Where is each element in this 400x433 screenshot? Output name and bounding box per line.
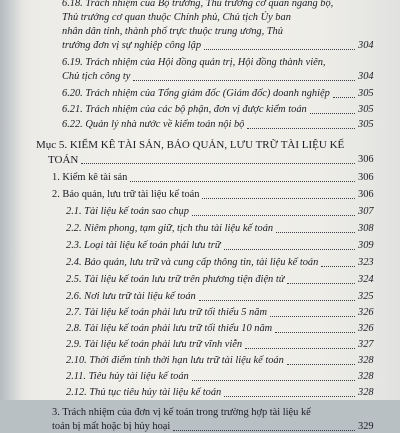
toc-entry-title: 6.22. Quản lý nhà nước về kiểm toán nội bộ (62, 119, 245, 130)
toc-leader-dots (310, 113, 355, 114)
toc-entry-title: 6.21. Trách nhiệm của các bộ phận, đơn vị được kiểm toán (62, 104, 307, 115)
toc-page-number: 328 (358, 371, 374, 382)
toc-page-number: 323 (358, 257, 374, 268)
toc-leader-dots (247, 128, 355, 129)
toc-leader-dots (133, 80, 355, 81)
toc-page-number: 309 (358, 240, 374, 251)
toc-page-number: 306 (358, 154, 374, 165)
toc-entry-title: 2.3. Loại tài liệu kế toán phải lưu trữ (66, 240, 221, 251)
toc-entry-title: Thủ trưởng cơ quan thuộc Chính phủ, Chủ tịch Ủy ban (62, 12, 291, 23)
toc-page-number: 304 (358, 71, 374, 82)
toc-leader-dots (199, 300, 355, 301)
toc-leader-dots (276, 232, 355, 233)
toc-leader-dots (173, 430, 355, 431)
toc-entry-title: TOÁN (48, 154, 79, 166)
toc-entry-title: Mục 5. KIỂM KÊ TÀI SẢN, BẢO QUẢN, LƯU TRỮ TÀI LIỆU KẾ (36, 139, 345, 151)
toc-entry-title: 2.5. Tài liệu kế toán lưu trữ trên phương tiện điện tử (66, 274, 285, 285)
toc-leader-dots (202, 198, 355, 199)
toc-leader-dots (204, 49, 355, 50)
toc-entry-title: 2.8. Tài liệu kế toán phải lưu trữ tối thiểu 10 năm (66, 323, 273, 334)
toc-leader-dots (224, 396, 355, 397)
toc-entry-title: 2.6. Nơi lưu trữ tài liệu kế toán (66, 291, 196, 302)
toc-page-number: 325 (358, 291, 374, 302)
toc-page-number: 326 (358, 307, 374, 318)
toc-leader-dots (270, 316, 355, 317)
toc-entry-title: 2.7. Tài liệu kế toán phải lưu trữ tối thiểu 5 năm (66, 307, 267, 318)
toc-page-number: 308 (358, 223, 374, 234)
toc-leader-dots (321, 266, 355, 267)
toc-page-number: 305 (358, 104, 374, 115)
toc-page-number: 306 (358, 172, 374, 183)
toc-entry-title: 6.18. Trách nhiệm của Bộ trưởng, Thủ trưởng cơ quan ngang bộ, (62, 0, 334, 9)
toc-page-number: 306 (358, 189, 374, 200)
toc-leader-dots (333, 97, 355, 98)
toc-leader-dots (192, 380, 355, 381)
toc-leader-dots (81, 163, 355, 164)
toc-entry-title: Chủ tịch công ty (62, 71, 131, 82)
toc-entry-title: trưởng đơn vị sự nghiệp công lập (62, 40, 202, 51)
toc-entry-title: 2.10. Thời điểm tính thời hạn lưu trữ tài liệu kế toán (66, 355, 284, 366)
toc-page-number: 328 (358, 355, 374, 366)
toc-entry-title: 2.11. Tiêu hủy tài liệu kế toán (66, 371, 189, 382)
toc-entry-title: 3. Trách nhiệm của đơn vị kế toán trong trường hợp tài liệu kế (52, 407, 311, 418)
toc-page-number: 324 (358, 274, 374, 285)
toc-leader-dots (287, 364, 355, 365)
toc-entry-title: 2.9. Tài liệu kế toán phải lưu trữ vĩnh viễn (66, 339, 243, 350)
toc-page-number: 307 (358, 206, 374, 217)
toc-leader-dots (192, 215, 355, 216)
toc-leader-dots (275, 332, 355, 333)
toc-entry-title: 2.12. Thủ tục tiêu hủy tài liệu kế toán (66, 387, 222, 398)
page-gutter-shadow (0, 0, 22, 400)
toc-entry-title: 1. Kiểm kê tài sản (52, 172, 128, 183)
toc-leader-dots (130, 181, 355, 182)
toc-entry-title: 6.19. Trách nhiệm của Hội đồng quản trị, Hội đồng thành viên, (62, 57, 326, 68)
toc-page-number: 305 (358, 119, 374, 130)
toc-page-number: 328 (358, 387, 374, 398)
toc-leader-dots (224, 249, 356, 250)
toc-entry-title: nhân dân tỉnh, thành phố trực thuộc trung ương, Thủ (62, 26, 283, 37)
toc-page-number: 327 (358, 339, 374, 350)
toc-entry-title: 2. Bảo quản, lưu trữ tài liệu kế toán (52, 189, 200, 200)
toc-page-number: 305 (358, 88, 374, 99)
toc-page-number: 326 (358, 323, 374, 334)
toc-entry-title: toán bị mất hoặc bị hủy hoại (52, 421, 171, 432)
toc-leader-dots (287, 283, 355, 284)
toc-entry-title: 2.4. Bảo quản, lưu trữ và cung cấp thông tin, tài liệu kế toán (66, 257, 319, 268)
toc-page-number: 304 (358, 40, 374, 51)
toc-entry-title: 2.1. Tài liệu kế toán sao chụp (66, 206, 189, 217)
toc-entry-title: 2.2. Niêm phong, tạm giữ, tịch thu tài liệu kế toán (66, 223, 274, 234)
toc-entry-title: 6.20. Trách nhiệm của Tổng giám đốc (Giám đốc) doanh nghiệp (62, 88, 330, 99)
toc-page-number: 329 (358, 421, 374, 432)
toc-leader-dots (245, 348, 355, 349)
